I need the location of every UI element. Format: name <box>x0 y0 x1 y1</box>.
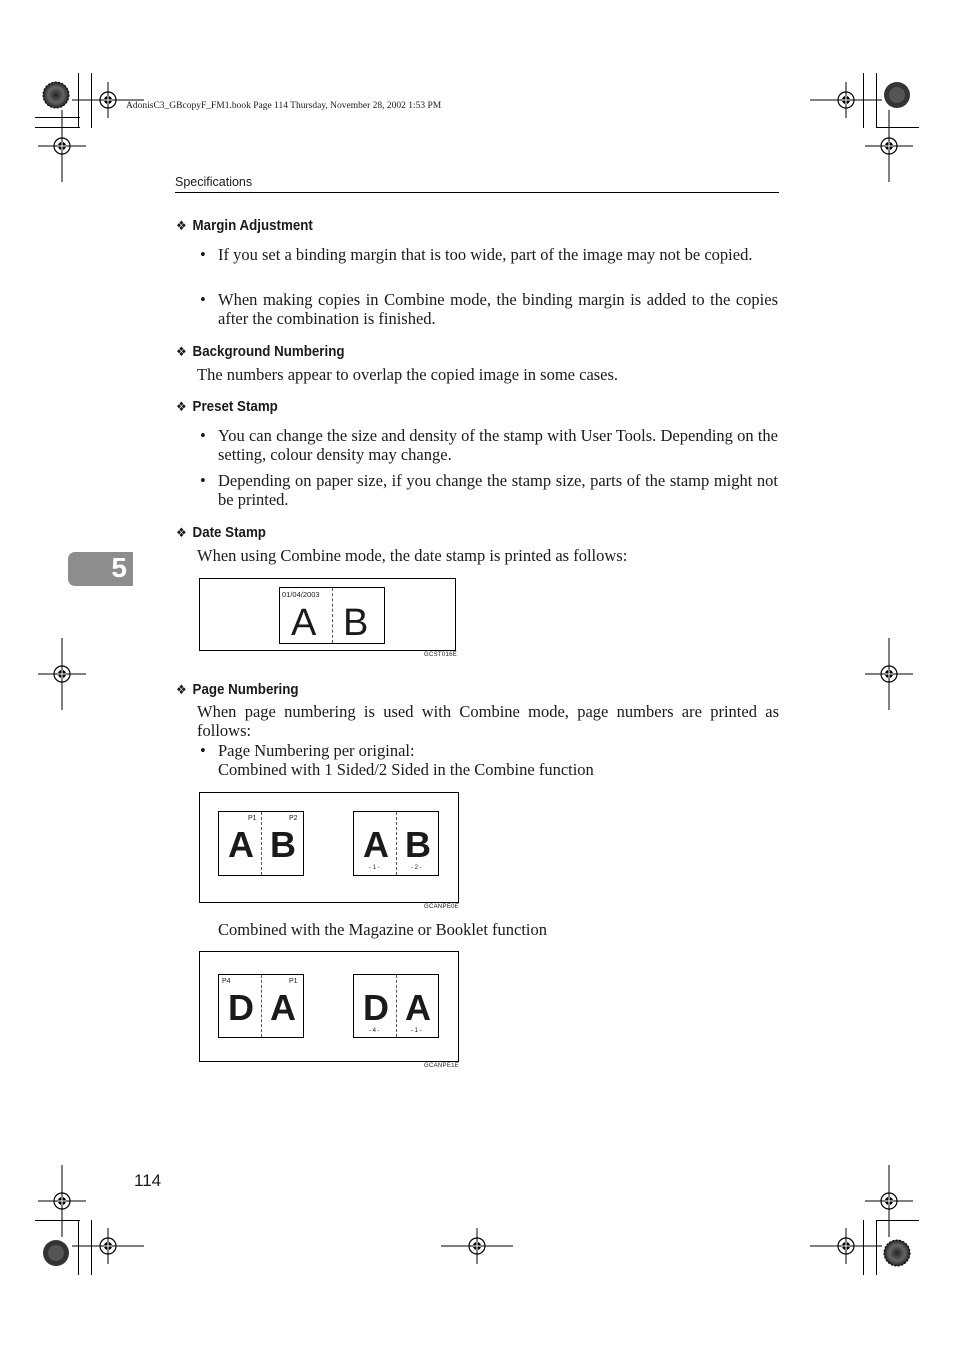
bullet-dot-icon: • <box>200 290 206 309</box>
list-item <box>200 245 778 264</box>
diamond-bullet-icon: ❖ <box>176 344 187 359</box>
heading-text: Page Numbering <box>192 682 299 698</box>
rosette-mark <box>884 82 910 108</box>
chapter-number: 5 <box>111 552 127 583</box>
target-mark <box>441 1228 513 1264</box>
heading-text: Background Numbering <box>192 344 345 360</box>
combined-page <box>218 974 304 1038</box>
date-stamp-figure <box>199 578 456 651</box>
bullet-text: If you set a binding margin that is too wide, part of the image may not be copied. <box>218 245 753 264</box>
list-item <box>200 290 778 328</box>
fold-line <box>396 975 397 1037</box>
target-mark <box>810 1228 882 1264</box>
bullet-text: Page Numbering per original: <box>218 741 415 760</box>
target-mark <box>38 638 86 710</box>
target-mark <box>72 82 144 118</box>
background-numbering-heading <box>176 344 345 360</box>
list-item <box>200 471 778 509</box>
margin-adjustment-heading <box>176 218 313 234</box>
date-stamp-text: 01/04/2003 <box>282 590 320 599</box>
sub-caption: Combined with 1 Sided/2 Sided in the Combine function <box>218 760 594 779</box>
diamond-bullet-icon: ❖ <box>176 682 187 697</box>
target-mark <box>72 1228 144 1264</box>
preset-stamp-heading <box>176 399 278 415</box>
combined-page <box>279 587 385 644</box>
list-item <box>200 426 778 464</box>
figure-code: GCST016E <box>424 652 458 658</box>
original-letter: D <box>363 987 389 1028</box>
figure-code: GCANPE0E <box>424 904 460 910</box>
original-letter: B <box>405 824 431 865</box>
bullet-text: You can change the size and density of the stamp with User Tools. Depending on the setting, colour density may change. <box>218 426 778 464</box>
page-numbering-heading <box>176 682 299 698</box>
rosette-mark <box>43 82 69 108</box>
rosette-mark <box>43 1240 69 1266</box>
page-number-label: P4 <box>222 978 231 985</box>
page-number-label: P1 <box>289 978 298 985</box>
target-mark <box>38 110 86 182</box>
page-number-label: P1 <box>248 815 257 822</box>
header-rule <box>175 192 779 193</box>
page-number-label: - 4 - <box>369 1028 380 1034</box>
page-number-label: - 2 - <box>411 865 422 871</box>
heading-text: Margin Adjustment <box>192 218 313 234</box>
original-letter: B <box>270 824 296 865</box>
target-mark <box>865 638 913 710</box>
bullet-text: When making copies in Combine mode, the binding margin is added to the copies after the combination is finished. <box>218 290 778 328</box>
page-number: 114 <box>134 1171 162 1190</box>
bullet-text: Depending on paper size, if you change the stamp size, parts of the stamp might not be printed. <box>218 471 778 509</box>
date-stamp-heading <box>176 525 266 541</box>
target-mark <box>865 1165 913 1237</box>
file-info: AdonisC3_GBcopyF_FM1.book Page 114 Thursday, November 28, 2002 1:53 PM <box>126 101 442 111</box>
chapter-tab <box>68 552 133 586</box>
bullet-dot-icon: • <box>200 741 206 760</box>
fold-line <box>396 812 397 875</box>
combined-page <box>353 811 439 876</box>
target-mark <box>810 82 882 118</box>
combined-page <box>218 811 304 876</box>
sub-caption: Combined with the Magazine or Booklet function <box>218 920 548 939</box>
original-letter: A <box>270 987 296 1028</box>
page-numbering-figure-1 <box>199 792 459 903</box>
bullet-dot-icon: • <box>200 471 206 490</box>
diamond-bullet-icon: ❖ <box>176 525 187 540</box>
heading-text: Date Stamp <box>192 525 266 541</box>
bullet-dot-icon: • <box>200 245 206 264</box>
target-mark <box>865 110 913 182</box>
rosette-mark <box>884 1240 910 1266</box>
target-mark <box>38 1165 86 1237</box>
bullet-dot-icon: • <box>200 426 206 445</box>
original-letter: A <box>228 824 254 865</box>
diamond-bullet-icon: ❖ <box>176 399 187 414</box>
fold-line <box>332 588 333 643</box>
combined-page <box>353 974 439 1038</box>
original-letter: A <box>291 602 317 644</box>
body-paragraph: When page numbering is used with Combine mode, page numbers are printed as follows: <box>197 702 779 740</box>
body-paragraph: The numbers appear to overlap the copied image in some cases. <box>197 365 619 384</box>
diamond-bullet-icon: ❖ <box>176 218 187 233</box>
fold-line <box>261 812 262 875</box>
original-letter: A <box>405 987 431 1028</box>
body-paragraph: When using Combine mode, the date stamp is printed as follows: <box>197 546 628 565</box>
original-letter: D <box>228 987 254 1028</box>
original-letter: A <box>363 824 389 865</box>
heading-text: Preset Stamp <box>192 399 278 415</box>
list-item <box>200 741 778 760</box>
fold-line <box>261 975 262 1037</box>
page-number-label: P2 <box>289 815 298 822</box>
page-number-label: - 1 - <box>411 1028 422 1034</box>
original-letter: B <box>343 602 369 644</box>
page-numbering-figure-2 <box>199 951 459 1062</box>
figure-code: GCANPE1E <box>424 1063 460 1069</box>
page-number-label: - 1 - <box>369 865 380 871</box>
running-head: Specifications <box>175 175 253 189</box>
